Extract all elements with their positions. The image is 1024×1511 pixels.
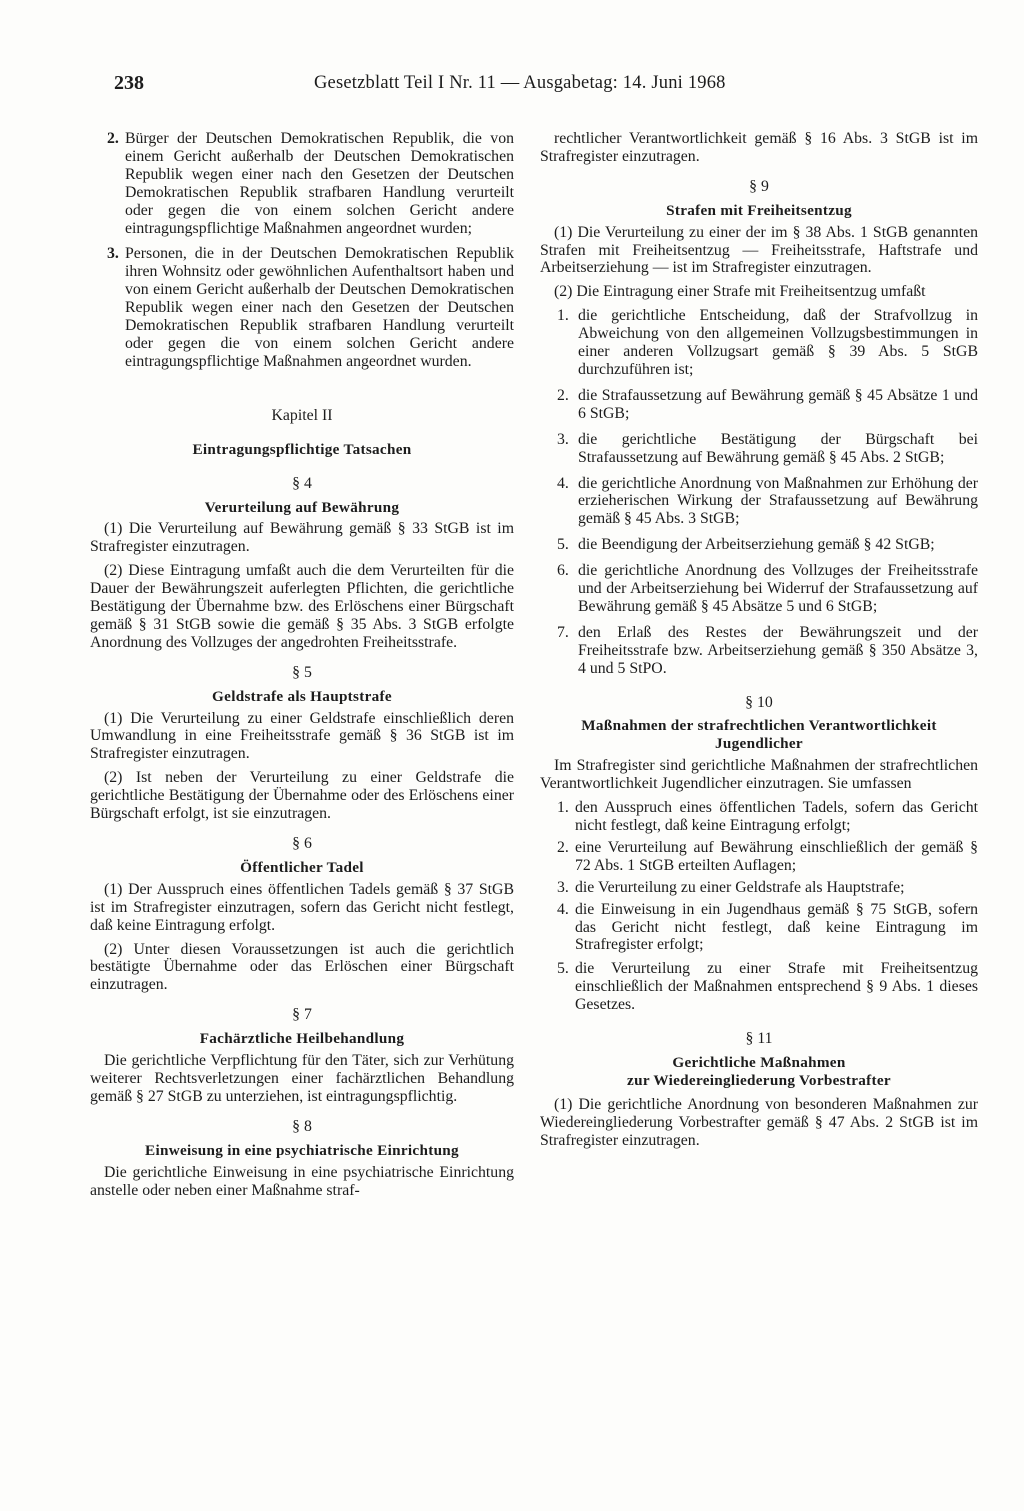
paragraph: (1) Der Ausspruch eines öffentlichen Tadels gemäß § 37 StGB ist im Strafregister einzutragen, sofern das Gericht nicht festlegt, daß keine Eintragung erfolgt. xyxy=(90,880,514,934)
list-item-text: die gerichtliche Entscheidung, daß der Strafvollzug in Abweichung von den allgemeinen Vollzugsbestimmungen in einer anderen Vollzugsart gemäß § 39 Abs. 5 StGB durchzuführen ist; xyxy=(578,307,978,378)
list-item-number: 2. xyxy=(557,386,569,404)
list-item xyxy=(540,839,978,875)
list-item-text: die Strafaussetzung auf Bewährung gemäß § 45 Absätze 1 und 6 StGB; xyxy=(578,386,978,422)
list-item-text: die gerichtliche Bestätigung der Bürgschaft bei Strafaussetzung auf Bewährung gemäß § 45 Abs. 2 StGB; xyxy=(578,430,978,466)
page-number: 238 xyxy=(114,72,144,94)
section-number-4: § 4 xyxy=(292,474,312,492)
list-item-text: die Einweisung in ein Jugendhaus gemäß § 75 StGB, sofern das Gericht nicht festlegt, daß keine Eintragung im Strafregister erfolgt; xyxy=(575,900,978,954)
paragraph: (1) Die gerichtliche Anordnung von besonderen Maßnahmen zur Wiedereingliederung Vorbestrafter gemäß § 47 Abs. 2 StGB ist im Strafregister einzutragen. xyxy=(540,1095,978,1149)
list-item-number: 1. xyxy=(557,799,569,817)
list-item xyxy=(540,562,978,616)
paragraph: (2) Die Eintragung einer Strafe mit Freiheitsentzug umfaßt xyxy=(554,283,926,301)
running-head: Gesetzblatt Teil I Nr. 11 — Ausgabetag: 14. Juni 1968 xyxy=(314,73,726,93)
list-item xyxy=(540,960,978,1014)
list-item-number: 2. xyxy=(557,838,569,856)
chapter-title: Eintragungspflichtige Tatsachen xyxy=(192,440,412,458)
list-item-number: 4. xyxy=(557,474,569,492)
paragraph: (2) Ist neben der Verurteilung zu einer Geldstrafe die gerichtliche Bestätigung der Übernahme oder des Erlöschens einer Bürgschaft erfolgt, ist sie einzutragen. xyxy=(90,769,514,823)
paragraph: (2) Unter diesen Voraussetzungen ist auch die gerichtlich bestätigte Übernahme oder das Erlöschen einer Bürgschaft einzutragen. xyxy=(90,940,514,994)
section-title-8: Einweisung in eine psychiatrische Einrichtung xyxy=(145,1141,459,1159)
list-item-number: 4. xyxy=(557,900,569,918)
section-number-7: § 7 xyxy=(292,1006,312,1024)
list-item-number: 3. xyxy=(557,878,569,896)
paragraph: (1) Die Verurteilung zu einer Geldstrafe einschließlich deren Umwandlung in eine Freiheitsstrafe gemäß § 36 StGB ist im Strafregister einzutragen. xyxy=(90,709,514,763)
list-item-number: 7. xyxy=(557,623,569,641)
section-number-8: § 8 xyxy=(292,1117,312,1135)
list-item-text: den Erlaß des Restes der Bewährungszeit und der Freiheitsstrafe bzw. Arbeitserziehung gemäß § 350 Absätze 3, 4 und 5 StPO. xyxy=(578,623,978,677)
paragraph: Im Strafregister sind gerichtliche Maßnahmen der strafrechtlichen Verantwortlichkeit Jugendlicher einzutragen. Sie umfassen xyxy=(540,757,978,793)
list-item-text: eine Verurteilung auf Bewährung einschließlich der gemäß § 72 Abs. 1 StGB erteilten Auflagen; xyxy=(575,838,978,874)
list-item xyxy=(90,245,514,370)
section-title-10-line1: Maßnahmen der strafrechtlichen Verantwortlichkeit xyxy=(581,717,937,735)
section-number-10: § 10 xyxy=(745,693,773,711)
list-item xyxy=(540,799,978,835)
list-item xyxy=(540,307,978,379)
paragraph: (1) Die Verurteilung zu einer der im § 38 Abs. 1 StGB genannten Strafen mit Freiheitsentzug — Freiheitsstrafe, Haftstrafe und Arbeitserziehung — ist im Strafregister einzutragen. xyxy=(540,223,978,277)
paragraph: (2) Diese Eintragung umfaßt auch die dem Verurteilten für die Dauer der Bewährungszeit auferlegten Pflichten, die gerichtliche Bestätigung der Übernahme bzw. des Erlöschens einer Bürgschaft gemäß § 31 StGB sowie die gemäß § 35 Abs. 3 StGB erfolgte Anordnung des Vollzuges der angedrohten Freiheitsstrafe. xyxy=(90,562,514,651)
list-item-text: die Verurteilung zu einer Geldstrafe als Hauptstrafe; xyxy=(575,878,905,896)
page-header xyxy=(114,72,976,96)
paragraph: Die gerichtliche Einweisung in eine psychiatrische Einrichtung anstelle oder neben einer Maßnahme straf- xyxy=(90,1163,514,1199)
section-title-9: Strafen mit Freiheitsentzug xyxy=(666,201,852,219)
list-item xyxy=(540,475,978,529)
list-item xyxy=(540,431,978,467)
list-item-text: die gerichtliche Anordnung des Vollzuges der Freiheitsstrafe und der Arbeitserziehung bei Widerruf der Strafaussetzung auf Bewährung gemäß § 45 Absätze 5 und 6 StGB; xyxy=(578,562,978,615)
section-title-6: Öffentlicher Tadel xyxy=(240,858,364,876)
list-item xyxy=(540,536,978,554)
paragraph: Die gerichtliche Verpflichtung für den Täter, sich zur Verhütung weiterer Rechtsverletzungen einer fachärztlichen Behandlung gemäß § 27 StGB zu unterziehen, ist eintragungspflichtig. xyxy=(90,1052,514,1105)
list-item-number: 6. xyxy=(557,562,569,580)
list-item-text: die Beendigung der Arbeitserziehung gemäß § 42 StGB; xyxy=(578,536,935,554)
list-item-number: 3. xyxy=(107,245,119,263)
left-column xyxy=(90,130,514,1199)
list-item xyxy=(540,624,978,678)
list-item-text: Bürger der Deutschen Demokratischen Republik, die von einem Gericht außerhalb der Deutschen Demokratischen Republik wegen einer nach den Gesetzen der Deutschen Demokratischen Republik strafbaren Handlung verurteilt oder gegen die von einem solchen Gericht andere eintragungspflichtige Maßnahmen angeordnet wurden; xyxy=(125,130,514,237)
list-item-number: 5. xyxy=(557,536,569,554)
section-title-11-line2: zur Wiedereingliederung Vorbestrafter xyxy=(627,1071,891,1089)
list-item-number: 1. xyxy=(557,307,569,325)
list-item-number: 2. xyxy=(107,130,119,147)
section-title-4: Verurteilung auf Bewährung xyxy=(204,498,400,516)
list-item-text: die Verurteilung zu einer Strafe mit Freiheitsentzug einschließlich der Maßnahmen entsprechend § 9 Abs. 1 dieses Gesetzes. xyxy=(575,960,978,1014)
paragraph: rechtlicher Verantwortlichkeit gemäß § 16 Abs. 3 StGB ist im Strafregister einzutragen. xyxy=(540,130,978,165)
list-item xyxy=(540,387,978,423)
list-item xyxy=(540,901,978,955)
list-item xyxy=(90,130,514,237)
section-title-10-line2: Jugendlicher xyxy=(715,735,803,753)
list-item-text: den Ausspruch eines öffentlichen Tadels, sofern das Gericht nicht festlegt, daß keine Eintragung erfolgt; xyxy=(575,799,978,834)
section-title-11-line1: Gerichtliche Maßnahmen xyxy=(672,1053,846,1071)
paragraph: (1) Die Verurteilung auf Bewährung gemäß § 33 StGB ist im Strafregister einzutragen. xyxy=(90,520,514,556)
right-column xyxy=(540,130,978,1150)
chapter-label: Kapitel II xyxy=(271,406,333,424)
list-item-number: 5. xyxy=(557,960,569,978)
section-number-9: § 9 xyxy=(749,177,769,195)
list-item xyxy=(540,879,978,897)
section-title-7: Fachärztliche Heilbehandlung xyxy=(199,1030,405,1048)
section-number-11: § 11 xyxy=(745,1030,773,1048)
list-item-number: 3. xyxy=(557,430,569,448)
list-item-text: Personen, die in der Deutschen Demokratischen Republik ihren Wohnsitz oder gewöhnlichen Aufenthaltsort haben und von einem Gericht außerhalb der Deutschen Demokratischen Republik wegen einer nach den Gesetzen der Deutschen Demokratischen Republik strafbaren Handlung verurteilt oder gegen die von einem solchen Gericht andere eintragungspflichtige Maßnahmen angeordnet wurden. xyxy=(125,245,514,370)
section-number-6: § 6 xyxy=(292,835,312,852)
section-title-5: Geldstrafe als Hauptstrafe xyxy=(212,687,392,705)
section-number-5: § 5 xyxy=(292,663,312,681)
list-item-text: die gerichtliche Anordnung von Maßnahmen zur Erhöhung der erzieherischen Wirkung der Strafaussetzung auf Bewährung gemäß § 45 Abs. 3 StGB; xyxy=(578,474,978,528)
